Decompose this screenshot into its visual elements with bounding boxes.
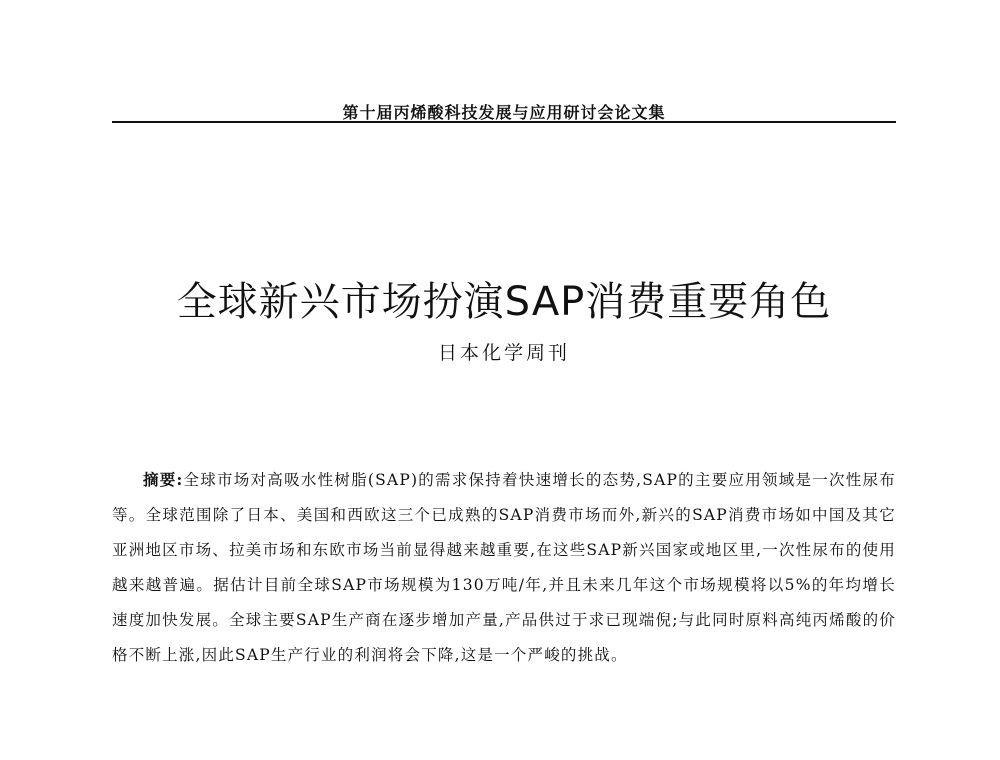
header-rule (112, 121, 896, 123)
running-header: 第十届丙烯酸科技发展与应用研讨会论文集 (342, 103, 666, 122)
abstract-text: 全球市场对高吸水性树脂(SAP)的需求保持着快速增长的态势,SAP的主要应用领域是一次性尿布等。全球范围除了日本、美国和西欧这三个已成熟的SAP消费市场而外,新兴的SAP消费市场如中国及其它亚洲地区市场、拉美市场和东欧市场当前显得越来越重要,在这些SAP新兴国家或地区里,一次性尿布的使用越来越普遍。据估计目前全球SAP市场规模为130万吨/年,并且未来几年这个市场规模将以5%的年均增长速度加快发展。全球主要SAP生产商在逐步增加产量,产品供过于求已现端倪;与此同时原料高纯丙烯酸的价格不断上涨,因此SAP生产行业的利润将会下降,这是一个严峻的挑战。 (112, 471, 896, 664)
article-title: 全球新兴市场扮演SAP消费重要角色 (176, 279, 832, 325)
abstract (112, 462, 896, 673)
abstract-label: 摘要: (143, 470, 184, 489)
article-author: 日本化学周刊 (437, 342, 570, 364)
